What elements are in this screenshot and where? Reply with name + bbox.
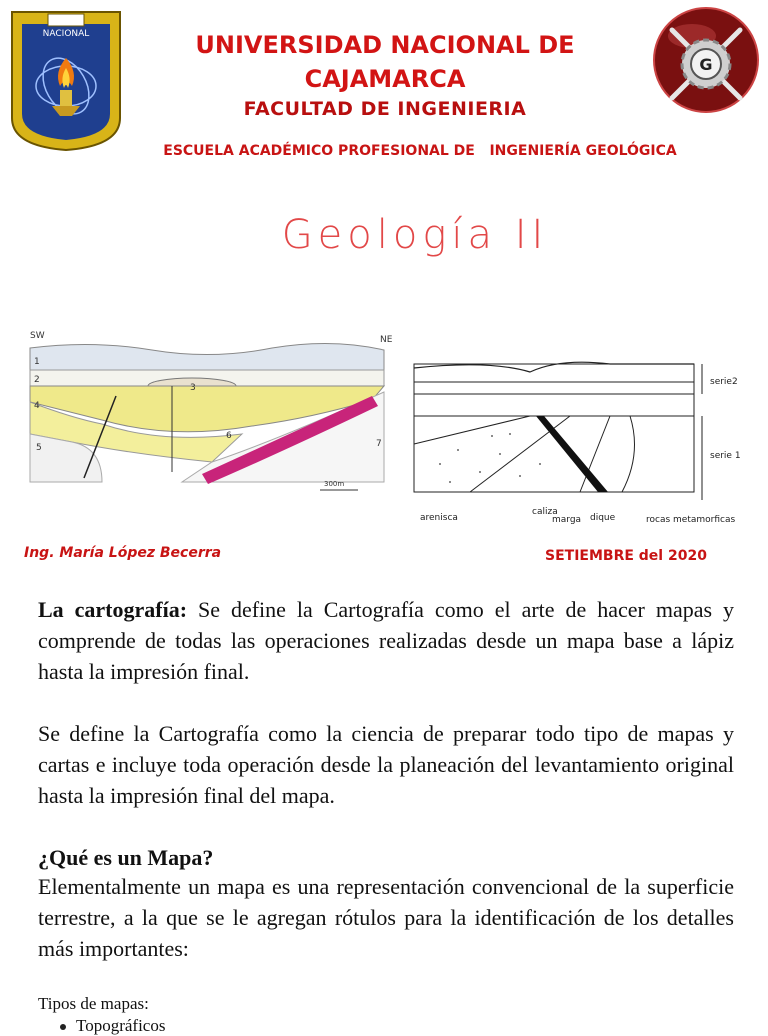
paragraph-cartography-science: Se define la Cartografía como la ciencia de preparar todo tipo de mapas y cartas e incluye toda operación desde la planeación del levantamiento original hasta la impresión final del mapa.	[38, 721, 734, 808]
rock-label-arenisca: arenisca	[420, 513, 458, 523]
map-types-heading: Tipos de mapas:	[38, 994, 149, 1013]
paragraph-cartography-definition	[38, 594, 734, 687]
faculty-emblem	[652, 6, 760, 114]
question-heading: ¿Qué es un Mapa?	[38, 845, 214, 870]
series-2-label: serie2	[710, 377, 738, 387]
rock-label-dique: dique	[590, 513, 616, 523]
bullet-icon	[60, 1024, 66, 1030]
university-title	[150, 28, 620, 96]
layer-label-4: 4	[34, 401, 40, 411]
university-seal	[8, 6, 124, 152]
geologic-cross-section-schematic	[410, 354, 762, 526]
seal-text: NACIONAL	[42, 29, 90, 39]
layer-label-3: 3	[190, 383, 196, 393]
direction-sw: SW	[30, 331, 45, 341]
document-date: SETIEMBRE del 2020	[545, 548, 707, 564]
layer-label-6: 6	[226, 431, 232, 441]
layer-label-7: 7	[376, 439, 382, 449]
paragraph-lead-term: La cartografía:	[38, 597, 188, 622]
layer-label-5: 5	[36, 443, 42, 453]
university-title-line1: UNIVERSIDAD NACIONAL DE	[195, 31, 575, 59]
map-type-label: Topográficos	[76, 1016, 166, 1035]
layer-label-1: 1	[34, 357, 40, 367]
direction-ne: NE	[380, 335, 393, 345]
rock-label-marga: marga	[552, 515, 582, 525]
rock-label-caliza: caliza	[532, 507, 558, 517]
paragraph-map-definition: Elementalmente un mapa es una representación convencional de la superficie terrestre, a la que se le agregan rótulos para la identificación de los detalles más importantes:	[38, 874, 734, 961]
layer-label-2: 2	[34, 375, 40, 385]
university-title-line2: CAJAMARCA	[304, 65, 466, 93]
map-type-item	[60, 1016, 165, 1036]
author-name: Ing. María López Becerra	[24, 545, 222, 561]
paragraph-text: Se define la Cartografía como el arte de hacer mapas y comprende de todas las operaciones realizadas desde un mapa base a lápiz hasta la impresión final.	[38, 597, 734, 684]
geologic-cross-section-colored	[12, 322, 396, 498]
svg-text:G: G	[699, 55, 713, 74]
rock-label-metamorficas: rocas metamorficas	[646, 515, 736, 525]
faculty-name: FACULTAD DE INGENIERIA	[243, 98, 527, 120]
school-name: ESCUELA ACADÉMICO PROFESIONAL DE INGENIERÍA GEOLÓGICA	[163, 143, 677, 159]
course-title: Geología II	[281, 212, 549, 258]
scale-label: 300m	[324, 480, 345, 488]
series-1-label: serie 1	[710, 451, 741, 461]
